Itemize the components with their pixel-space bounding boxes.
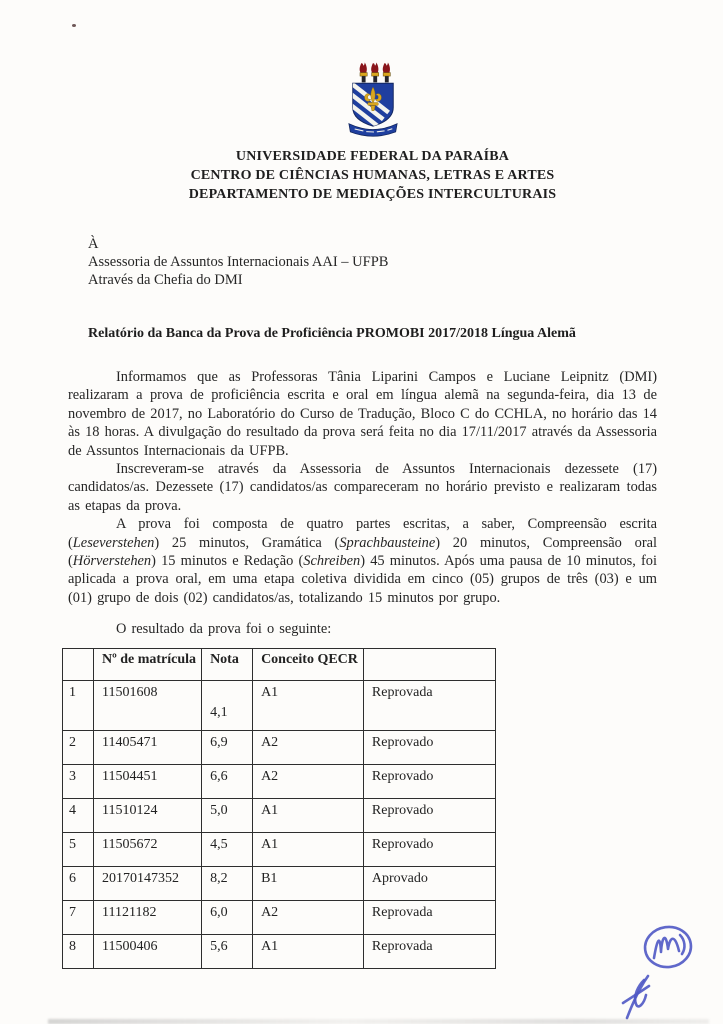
table-cell: 5 [63,832,94,866]
table-cell: 11510124 [94,798,202,832]
table-cell: 5,0 [202,798,253,832]
table-cell: Reprovada [363,900,495,934]
table-cell: A2 [253,730,364,764]
org-line-department: DEPARTAMENTO DE MEDIAÇÕES INTERCULTURAIS [188,187,557,202]
column-header [63,648,94,680]
table-cell: 11500406 [94,934,202,968]
table-cell: 1 [63,680,94,730]
text-segment: ) 45 minutos. Após uma pausa de 10 minutos, foi aplicada a prova oral, em uma etapa coletiva dividida em cinco (05) grupos de três (03) e um (01) grupo de dois (02) candidatos/as, totalizando 15 minutos por grupo. [68,553,657,606]
table-cell: A2 [253,764,364,798]
circled-initials-icon [642,924,693,970]
recipient-line-aai: Assessoria de Assuntos Internacionais AAI – UFPB [88,254,389,270]
table-cell: B1 [253,866,364,900]
org-name-block [0,147,723,204]
paragraph-exam-parts [68,515,657,607]
ufpb-crest-icon [342,62,404,143]
table-cell: 3 [63,764,94,798]
results-table-body [63,680,496,968]
handwritten-initials [596,906,716,1024]
recipient-block [88,235,657,289]
table-cell: Reprovado [363,730,495,764]
table-row [63,730,496,764]
recipient-salutation: À [88,236,99,252]
table-row [63,798,496,832]
table-cell: 5,6 [202,934,253,968]
report-title: Relatório da Banca da Prova de Proficiência PROMOBI 2017/2018 Língua Alemã [88,326,576,341]
text-segment: ) 15 minutos e Redação ( [151,553,304,570]
table-cell: 11121182 [94,900,202,934]
table-cell: Reprovado [363,832,495,866]
italic-term: Hörverstehen [72,553,152,570]
text-segment: A prova foi composta de quatro partes escritas, a saber, Compreensão escrita ( [68,516,657,551]
table-cell: Aprovado [363,866,495,900]
column-header: Nº de matrícula [94,648,202,680]
table-header-row [63,648,496,680]
column-header [363,648,495,680]
table-cell: 4,1 [202,680,253,730]
table-row [63,900,496,934]
results-intro: O resultado da prova foi o seguinte: [116,621,332,638]
table-cell: 6 [63,866,94,900]
table-cell: Reprovada [363,680,495,730]
italic-term: Schreiben [303,553,361,570]
column-header: Nota [202,648,253,680]
table-cell: 11405471 [94,730,202,764]
text-segment: ) 25 minutos, Gramática ( [154,534,340,551]
table-row [63,764,496,798]
scan-edge-smudge [48,1019,709,1024]
italic-term: Leseverstehen [72,534,155,551]
table-row [63,832,496,866]
results-table-head [63,648,496,680]
table-cell: 2 [63,730,94,764]
table-cell: 4,5 [202,832,253,866]
table-cell: 11505672 [94,832,202,866]
table-cell: Reprovado [363,798,495,832]
crossed-initials-icon [623,976,649,1018]
recipient-line-dmi: Através da Chefia do DMI [88,272,243,288]
org-line-center: CENTRO DE CIÊNCIAS HUMANAS, LETRAS E ARTES [190,168,555,183]
table-cell: 20170147352 [94,866,202,900]
paragraph-candidates: Inscreveram-se através da Assessoria de Assuntos Internacionais dezessete (17) candidatos/as. Dezessete (17) candidatos/as compareceram no horário previsto e realizaram todas as etapas da prova. [68,461,657,514]
torch-flames-icon [359,62,390,82]
scan-speck [72,24,76,27]
table-cell: 6,6 [202,764,253,798]
italic-term: Sprachbausteine [339,534,436,551]
table-cell: Reprovada [363,934,495,968]
table-cell: A1 [253,832,364,866]
table-cell: A1 [253,934,364,968]
table-cell: 6,9 [202,730,253,764]
table-cell: 11501608 [94,680,202,730]
results-table [62,648,496,969]
letterhead [0,0,723,204]
table-cell: A2 [253,900,364,934]
table-cell: 11504451 [94,764,202,798]
org-line-university: UNIVERSIDADE FEDERAL DA PARAÍBA [235,149,510,164]
table-cell: 4 [63,798,94,832]
table-cell: 7 [63,900,94,934]
table-row [63,680,496,730]
document-body [0,235,723,969]
table-cell: 6,0 [202,900,253,934]
table-cell: 8 [63,934,94,968]
text-segment: ) 20 minutos, Compreensão oral ( [68,534,657,570]
column-header: Conceito QECR [253,648,364,680]
table-row [63,934,496,968]
table-cell: Reprovado [363,764,495,798]
table-row [63,866,496,900]
table-cell: 8,2 [202,866,253,900]
table-cell: A1 [253,798,364,832]
paragraph-exam-info: Informamos que as Professoras Tânia Liparini Campos e Luciane Leipnitz (DMI) realizaram a prova de proficiência escrita e oral em língua alemã na segunda-feira, dia 13 de novembro de 2017, no Laboratório do Curso de Tradução, Bloco C do CCHLA, no horário das 14 às 18 horas. A divulgação do resultado da prova será feita no dia 17/11/2017 através da Assessoria de Assuntos Internacionais da UFPB. [68,369,657,459]
table-cell: A1 [253,680,364,730]
